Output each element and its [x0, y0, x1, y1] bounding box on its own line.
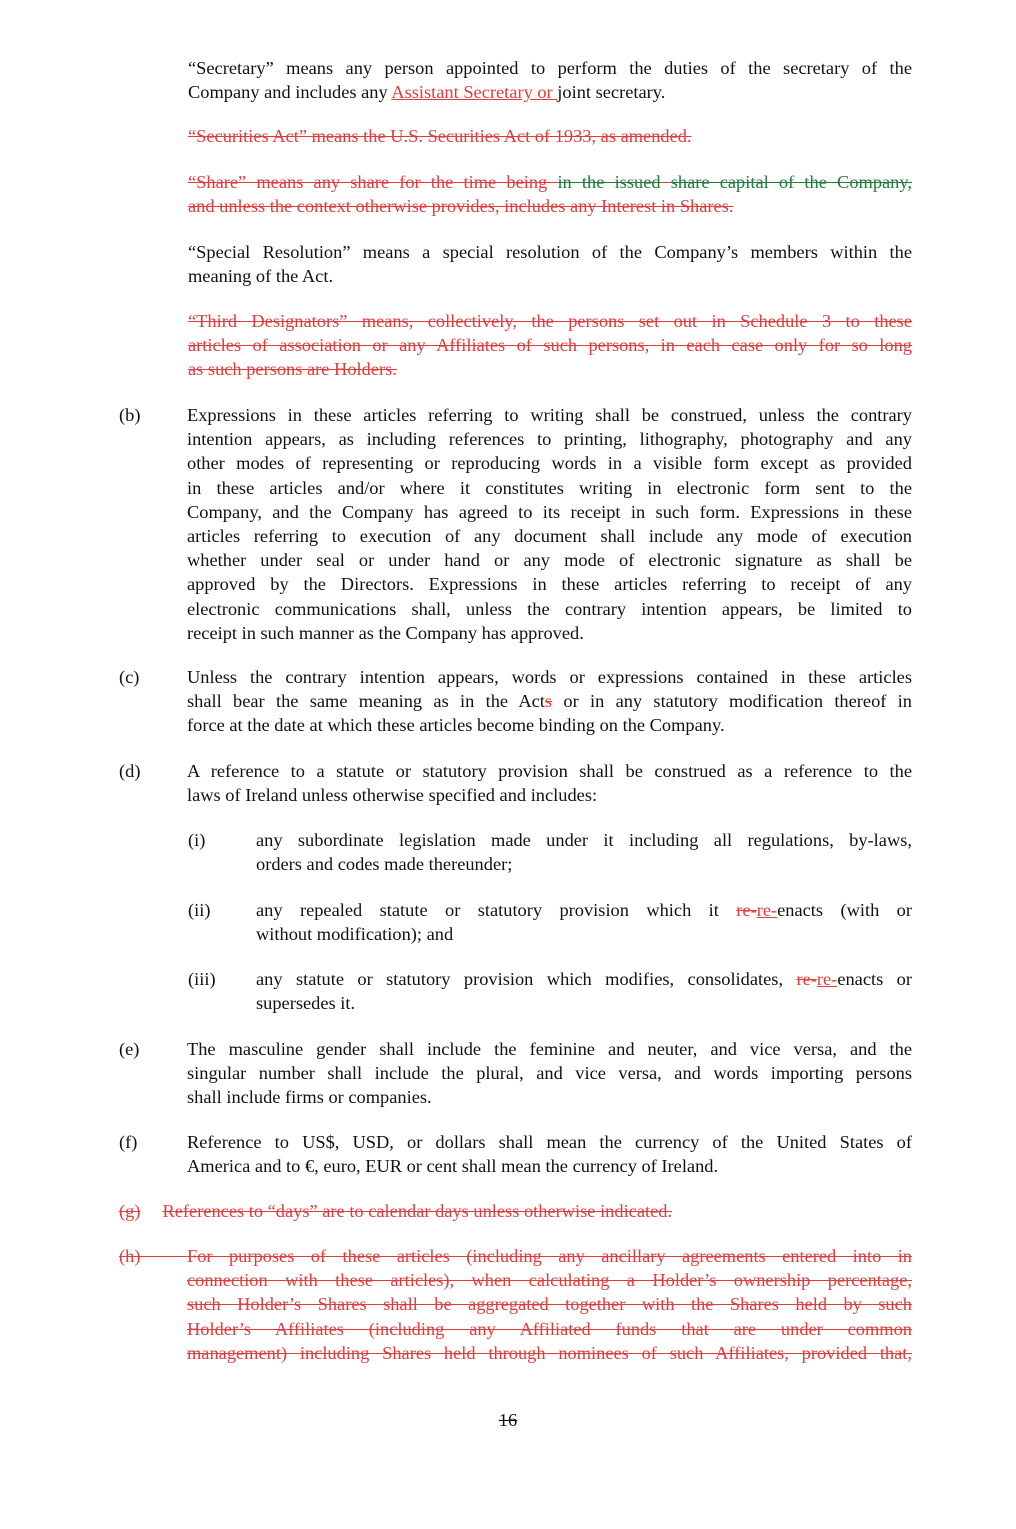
- deleted-text-third-designators-line-2: articles of association or any Affiliates of such persons, in each case only for so long: [188, 335, 912, 356]
- subclause-i-line-1: any subordinate legislation made under it including all regulations, by-laws,: [256, 830, 912, 850]
- subclause-i: [256, 828, 912, 876]
- clause-f: [187, 1130, 912, 1178]
- page-number-text: 16: [498, 1410, 518, 1430]
- definition-secretary-line-2: [188, 80, 912, 104]
- deleted-space: [661, 172, 671, 192]
- subclause-label-iii: (iii): [188, 969, 216, 989]
- deleted-text-clause-h-line: management) including Shares held through nominees of such Affiliates, provided that,: [187, 1342, 912, 1363]
- special-resolution-line-2: meaning of the Act.: [188, 266, 334, 287]
- clause-f-line: America and to €, euro, EUR or cent shall mean the currency of Ireland.: [187, 1156, 719, 1177]
- clause-e-line: The masculine gender shall include the feminine and neuter, and vice versa, and the: [187, 1039, 912, 1059]
- special-resolution-line-1: “Special Resolution” means a special resolution of the Company’s members within the: [188, 242, 912, 262]
- deleted-text-securities-act: “Securities Act” means the U.S. Securities Act of 1933, as amended.: [188, 126, 692, 146]
- clause-c-text-a: shall bear the same meaning as in the Act: [187, 691, 545, 712]
- page-number: [0, 1408, 1016, 1432]
- clause-b-line: receipt in such manner as the Company has approved.: [187, 622, 584, 643]
- clause-label-d: (d): [119, 761, 141, 781]
- clause-g-line: [119, 1199, 912, 1223]
- clause-c: [187, 665, 912, 738]
- clause-b-line: electronic communications shall, unless the contrary intention appears, be limited to: [187, 598, 912, 619]
- clause-d: [187, 759, 912, 807]
- clause-label-g: (g): [119, 1201, 141, 1221]
- subclause-iii-text-a: any statute or statutory provision which modifies, consolidates,: [256, 969, 797, 989]
- subclause-iii-line-1: [256, 967, 912, 991]
- clause-c-line-1: Unless the contrary intention appears, words or expressions contained in these articles: [187, 667, 912, 687]
- clause-b-line: approved by the Directors. Expressions in these articles referring to receipt of any: [187, 574, 912, 595]
- definition-special-resolution: [188, 240, 912, 288]
- deleted-text-clause-h-line: Holder’s Affiliates (including any Affiliated funds that are under common: [187, 1318, 912, 1339]
- subclause-ii-line-1: [256, 898, 912, 922]
- clause-b-line: in these articles and/or where it constitutes writing in electronic form sent to the: [187, 477, 912, 498]
- clause-e: [187, 1037, 912, 1110]
- subclause-iii-line-2: supersedes it.: [256, 993, 356, 1014]
- clause-c-line-3: force at the date at which these articles become binding on the Company.: [187, 715, 725, 736]
- clause-b-line: Company, and the Company has agreed to its receipt in such form. Expressions in these: [187, 501, 912, 522]
- subclause-label-i: (i): [188, 830, 206, 850]
- subclause-iii-text-b: enacts or: [837, 969, 912, 989]
- subclause-ii-text-a: any repealed statute or statutory provision which it: [256, 900, 737, 920]
- secretary-text-a: Company and includes any: [188, 82, 392, 103]
- subclause-iii: [256, 967, 912, 1015]
- clause-b-line: intention appears, as including references to printing, lithography, photography and any: [187, 429, 912, 450]
- definition-share-line-1: [188, 170, 912, 194]
- inserted-text-re: re-: [756, 900, 778, 920]
- definition-secretary-line-1: “Secretary” means any person appointed to perform the duties of the secretary of the: [188, 58, 912, 78]
- definition-third-designators-deleted: [188, 309, 912, 382]
- definition-securities-act-deleted: [188, 124, 912, 148]
- deleted-text-re: re-: [736, 900, 757, 920]
- deleted-text-share-a: “Share” means any share for the time being: [188, 172, 558, 192]
- clause-label-h: (h): [119, 1246, 141, 1266]
- clause-d-line-1: A reference to a statute or statutory provision shall be construed as a reference to the: [187, 761, 912, 781]
- subclause-ii-text-b: enacts (with or: [777, 900, 912, 920]
- deleted-tab-rule: [140, 1256, 188, 1257]
- clause-c-line-2: [187, 689, 912, 713]
- clause-h-deleted: [187, 1244, 912, 1365]
- secretary-text-b: joint secretary.: [557, 82, 666, 103]
- definition-secretary: [188, 56, 912, 104]
- clause-d-line-2: laws of Ireland unless otherwise specified and includes:: [187, 785, 598, 806]
- deleted-text-share-line-2: and unless the context otherwise provides, includes any Interest in Shares.: [188, 196, 734, 217]
- clause-label-c: (c): [119, 667, 140, 687]
- deleted-text-third-designators-line-1: “Third Designators” means, collectively, the persons set out in Schedule 3 to these: [188, 311, 912, 331]
- deleted-text-clause-h-line: For purposes of these articles (including any ancillary agreements entered into in: [187, 1246, 912, 1266]
- clause-b-line: whether under seal or under hand or any mode of electronic signature as shall be: [187, 550, 912, 571]
- clause-g-deleted: [119, 1199, 912, 1223]
- definition-share-deleted: [188, 170, 912, 218]
- subclause-ii: [256, 898, 912, 946]
- clause-label-e: (e): [119, 1039, 140, 1059]
- inserted-text-re: re-: [816, 969, 838, 989]
- clause-b-line: other modes of representing or reproducing words in a visible form except as provided: [187, 453, 912, 474]
- clause-label-f: (f): [119, 1132, 138, 1152]
- deleted-text-third-designators-line-3: as such persons are Holders.: [188, 359, 397, 380]
- deleted-text-days: References to “days” are to calendar days unless otherwise indicated.: [162, 1201, 673, 1221]
- deleted-text-s: s: [544, 691, 553, 712]
- moved-deleted-text-share-capital: share capital of the Company,: [670, 172, 912, 192]
- clause-label-b: (b): [119, 405, 141, 425]
- clause-f-line: Reference to US$, USD, or dollars shall mean the currency of the United States of: [187, 1132, 912, 1152]
- deleted-text-clause-h-line: connection with these articles), when calculating a Holder’s ownership percentage,: [187, 1270, 912, 1291]
- subclause-i-line-2: orders and codes made thereunder;: [256, 854, 513, 875]
- clause-b-line: Expressions in these articles referring to writing shall be construed, unless the contrary: [187, 405, 912, 425]
- inserted-text-assistant-secretary: Assistant Secretary or: [391, 82, 558, 103]
- clause-b-line: articles referring to execution of any document shall include any mode of execution: [187, 526, 912, 547]
- subclause-ii-line-2: without modification); and: [256, 924, 454, 945]
- subclause-label-ii: (ii): [188, 900, 211, 920]
- clause-c-text-b: or in any statutory modification thereof in: [552, 691, 912, 712]
- deleted-text-re: re-: [796, 969, 817, 989]
- clause-b: [187, 403, 912, 645]
- moved-deleted-text-in-the-issued: in the issued: [557, 172, 661, 192]
- clause-e-line: shall include firms or companies.: [187, 1087, 432, 1108]
- deleted-text-clause-h-line: such Holder’s Shares shall be aggregated together with the Shares held by such: [187, 1294, 912, 1315]
- clause-e-line: singular number shall include the plural, and vice versa, and words importing persons: [187, 1063, 912, 1084]
